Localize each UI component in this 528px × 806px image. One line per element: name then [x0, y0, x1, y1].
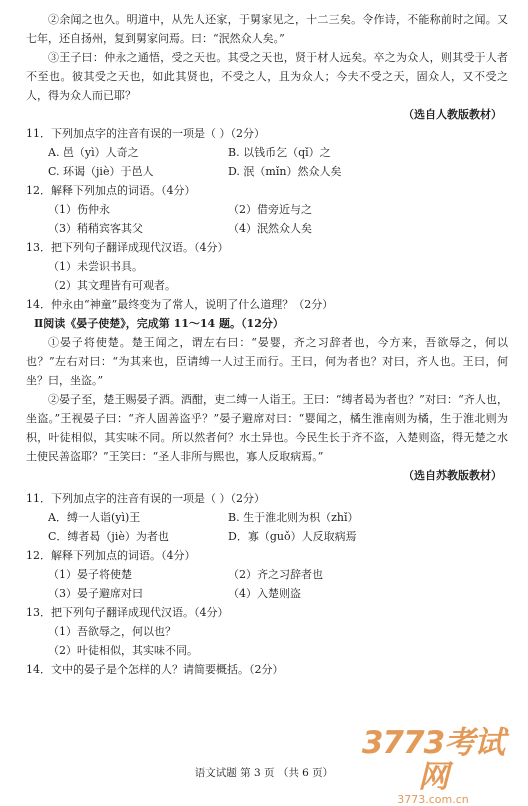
question-12-items-row-1 — [26, 565, 508, 584]
option-c: C. 环谒（jiè）于邑人 — [48, 165, 154, 178]
item-1: （1）伤仲永 — [48, 203, 110, 216]
option-b: B. 以钱币乞（qǐ）之 — [228, 146, 331, 159]
question-13: 13．把下列句子翻译成现代汉语。（4分） — [26, 241, 229, 254]
passage2-paragraph-2: ②晏子至，楚王赐晏子酒。酒酣，吏二缚一人诣王。王曰：“缚者曷为者也？”对曰：“齐人也，坐盗。”王视晏子曰：“齐人固善盗乎？”晏子避席对曰：“婴闻之，橘生淮南则为橘，生于淮北则为枳，叶徒相似，其实味不同。所以然者何？水土异也。今民生长于齐不盗，入楚则盗，得无楚之水土使民善盗耶？”王笑曰：“圣人非所与熙也，寡人反取病焉。” — [26, 393, 508, 463]
question-11-options-row-2 — [26, 162, 508, 181]
question-13-item-2: （2）叶徒相似，其实味不同。 — [48, 644, 198, 657]
question-11: 11．下列加点字的注音有误的一项是（ ）（2分） — [26, 492, 265, 505]
option-d: D．寡（guǒ）人反取病焉 — [228, 530, 357, 543]
item-4: （4）入楚则盗 — [228, 587, 301, 600]
item-1: （1）晏子将使楚 — [48, 568, 132, 581]
question-11: 11．下列加点字的注音有误的一项是（ ）（2分） — [26, 127, 265, 140]
option-d: D. 泯（mǐn）然众人矣 — [228, 165, 342, 178]
question-12-items-row-2 — [26, 219, 508, 238]
question-14: 14．仲永由“神童”最终变为了常人，说明了什么道理？（2分） — [26, 298, 334, 311]
section-2-header: Ⅱ阅读《晏子使楚》，完成第 11～14 题。（12分） — [34, 317, 284, 330]
option-b: B. 生于淮北则为枳（zhǐ） — [228, 511, 359, 524]
passage1-paragraph-3: ③王子曰：仲永之通悟，受之天也。其受之天也，贤于材人远矣。卒之为众人，则其受于人者不至也。彼其受之天也，如此其贤也，不受之人，且为众人；今夫不受之天，固众人，又不受之人，得为众人而已耶？ — [26, 51, 508, 102]
exam-page — [26, 10, 508, 679]
item-3: （3）稍稍宾客其父 — [48, 222, 143, 235]
question-13-item-1: （1）未尝识书具。 — [48, 260, 143, 273]
item-2: （2）齐之习辞者也 — [228, 568, 323, 581]
question-12: 12．解释下列加点的词语。（4分） — [26, 184, 196, 197]
question-13-item-1: （1）吾欲辱之，何以也？ — [48, 625, 176, 638]
question-12-items-row-1 — [26, 200, 508, 219]
passage2-paragraph-1: ①晏子将使楚。楚王闻之，谓左右曰：“晏婴，齐之习辞者也，今方来，吾欲辱之，何以也？”左右对曰：“为其来也，臣请缚一人过王而行。王曰，何为者也？对曰，齐人也。王曰，何坐？曰，坐盗。” — [26, 336, 508, 387]
watermark-url: 3773.com.cn — [397, 793, 469, 806]
passage1-source: （选自人教版教材） — [403, 108, 502, 121]
question-13: 13．把下列句子翻译成现代汉语。（4分） — [26, 606, 229, 619]
watermark-title: 3773考试网 — [361, 725, 505, 795]
question-13-item-2: （2）其文理皆有可观者。 — [48, 279, 176, 292]
question-11-options-row-1 — [26, 143, 508, 162]
option-c: C．缚者曷（jiè）为者也 — [48, 530, 169, 543]
question-11-options-row-1 — [26, 508, 508, 527]
item-2: （2）借旁近与之 — [228, 203, 312, 216]
question-12: 12．解释下列加点的词语。（4分） — [26, 549, 196, 562]
page-footer: 语文试题 第 3 页 （共 6 页） — [194, 767, 334, 779]
question-12-items-row-2 — [26, 584, 508, 603]
item-3: （3）晏子避席对曰 — [48, 587, 143, 600]
item-4: （4）泯然众人矣 — [228, 222, 312, 235]
option-a: A．缚一人诣(yì)王 — [48, 511, 141, 524]
passage1-paragraph-2: ②余闻之也久。明道中，从先人还家，于舅家见之，十二三矣。令作诗，不能称前时之闻。又七年，还自扬州，复到舅家问焉。曰：“泯然众人矣。” — [26, 13, 508, 45]
question-11-options-row-2 — [26, 527, 508, 546]
option-a: A. 邑（yì）人奇之 — [48, 146, 139, 159]
passage2-source: （选自苏教版教材） — [403, 469, 502, 482]
question-14: 14．文中的晏子是个怎样的人？请简要概括。（2分） — [26, 663, 284, 676]
